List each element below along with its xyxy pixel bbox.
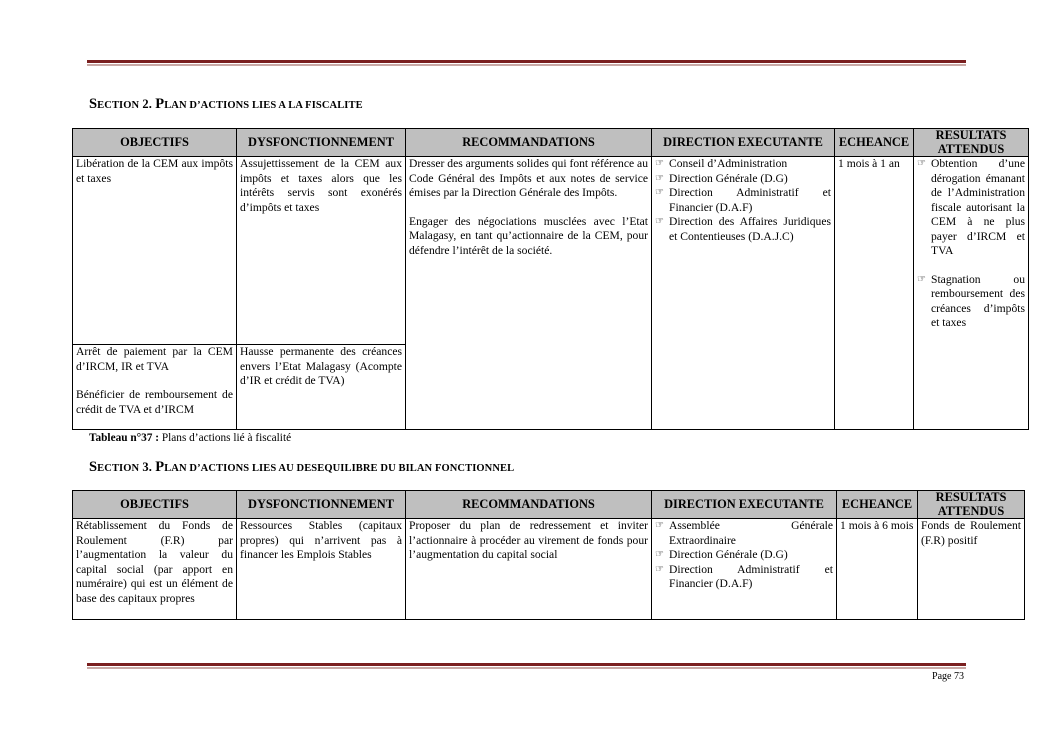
pointing-hand-icon: ☞ — [655, 549, 664, 560]
header-recommandations: RECOMMANDATIONS — [406, 491, 652, 519]
echeance-text: 1 mois à 1 an — [838, 157, 900, 170]
header-rule — [87, 60, 966, 66]
title-rest: LAN D’ACTIONS LIES AU DESEQUILIBRE DU BILAN FONCTIONNEL — [164, 463, 515, 474]
direction-item — [655, 519, 833, 548]
direction-text: Conseil d’Administration — [669, 157, 788, 170]
dysfonctionnement-text: Ressources Stables (capitaux propres) qui n’arrivent pas à financer les Emplois Stables — [240, 519, 402, 561]
title-word: ECTION — [97, 100, 140, 111]
echeance-text: 1 mois à 6 mois — [840, 519, 914, 532]
dysfonctionnement-cell — [237, 519, 406, 620]
objectif-cell — [73, 519, 237, 620]
resultats-list — [917, 157, 1025, 331]
direction-item — [655, 172, 831, 187]
direction-text: Direction Administratif et Financier (D.A.F) — [669, 562, 833, 590]
recommandation-text: Dresser des arguments solides qui font référence au Code Général des Impôts et aux notes de service émises par la Direction Générale des Impôts. — [409, 157, 648, 199]
recommandation-text: Engager des négociations musclées avec l’Etat Malagasy, en tant qu’actionnaire de la CEM, pour défendre l’intérêt de la société. — [409, 214, 648, 257]
echeance-cell — [837, 519, 918, 620]
dysfonctionnement-text: Hausse permanente des créances envers l’Etat Malagasy (Acompte d’IR et crédit de TVA) — [240, 345, 402, 387]
pointing-hand-icon: ☞ — [917, 273, 926, 285]
recommandations-cell — [406, 519, 652, 620]
resultat-text: Obtention d’une dérogation émanant de l’Administration fiscale autorisant la CEM à ne plus payer d’IRCM et TVA — [931, 157, 1025, 257]
objectif-text: Rétablissement du Fonds de Roulement (F.R) par l’augmentation la valeur du capital social (par apport en numéraire) qui est un élément de base des capitaux propres — [76, 519, 233, 605]
title-initial: S — [89, 459, 98, 475]
title-initial: S — [89, 96, 98, 112]
direction-text: Direction Générale (D.G) — [669, 171, 788, 185]
title-initial: P — [155, 459, 165, 475]
title-word: ECTION — [97, 463, 140, 474]
objectif-text: Arrêt de paiement par la CEM d’IRCM, IR et TVA — [76, 345, 233, 373]
pointing-hand-icon: ☞ — [655, 563, 664, 575]
title-number: 2. — [139, 97, 156, 111]
section-3-title — [89, 459, 514, 476]
section-2-title — [89, 96, 363, 113]
caption-text: Plans d’actions lié à fiscalité — [159, 432, 292, 444]
title-initial: P — [155, 96, 165, 112]
table-row — [73, 157, 1029, 345]
dysfonctionnement-cell — [237, 345, 406, 430]
objectif-text: Bénéficier de remboursement de crédit de TVA et d’IRCM — [76, 388, 233, 416]
title-number: 3. — [139, 460, 156, 474]
header-dysfonctionnement: DYSFONCTIONNEMENT — [237, 129, 406, 157]
direction-cell — [652, 519, 837, 620]
pointing-hand-icon: ☞ — [655, 520, 664, 531]
direction-item — [655, 563, 833, 592]
pointing-hand-icon: ☞ — [917, 158, 926, 169]
resultat-text: Stagnation ou remboursement des créances d’impôts et taxes — [931, 272, 1025, 329]
header-direction: DIRECTION EXECUTANTE — [652, 129, 835, 157]
resultat-item — [917, 273, 1025, 331]
dysfonctionnement-cell — [237, 157, 406, 345]
pointing-hand-icon: ☞ — [655, 216, 664, 227]
table-fiscalite — [72, 128, 1029, 430]
direction-list — [655, 519, 833, 592]
pointing-hand-icon: ☞ — [655, 187, 664, 198]
header-resultats: RESULTATS ATTENDUS — [918, 491, 1025, 519]
direction-item — [655, 548, 833, 563]
table-caption — [89, 432, 291, 444]
direction-text: Direction Administratif et Financier (D.A.F) — [669, 186, 831, 214]
recommandation-text: Proposer du plan de redressement et inviter l’actionnaire à procéder au virement de fonds pour l’augmentation du capital social — [409, 519, 648, 561]
direction-text: Direction des Affaires Juridiques et Contentieuses (D.A.J.C) — [669, 215, 831, 243]
header-recommandations: RECOMMANDATIONS — [406, 129, 652, 157]
direction-item — [655, 215, 831, 244]
pointing-hand-icon: ☞ — [655, 158, 664, 169]
pointing-hand-icon: ☞ — [655, 172, 664, 184]
footer-rule — [87, 663, 966, 669]
objectif-text: Libération de la CEM aux impôts et taxes — [76, 157, 233, 185]
header-direction: DIRECTION EXECUTANTE — [652, 491, 837, 519]
recommandations-cell — [406, 157, 652, 430]
header-resultats: RESULTATS ATTENDUS — [914, 129, 1029, 157]
table-header-row — [73, 129, 1029, 157]
resultat-item — [917, 157, 1025, 259]
resultats-cell — [914, 157, 1029, 430]
table-row — [73, 519, 1025, 620]
direction-list — [655, 157, 831, 244]
echeance-cell — [835, 157, 914, 430]
resultats-cell — [918, 519, 1025, 620]
objectif-cell — [73, 157, 237, 345]
table-bilan-fonctionnel — [72, 490, 1025, 620]
page-number: Page 73 — [932, 671, 964, 682]
direction-text: Direction Générale (D.G) — [669, 548, 788, 561]
header-dysfonctionnement: DYSFONCTIONNEMENT — [237, 491, 406, 519]
objectif-cell — [73, 345, 237, 430]
header-echeance: ECHEANCE — [835, 129, 914, 157]
direction-cell — [652, 157, 835, 430]
direction-item — [655, 186, 831, 215]
dysfonctionnement-text: Assujettissement de la CEM aux impôts et taxes alors que les intérêts servis sont exonérés d’impôts et taxes — [240, 157, 402, 214]
caption-label: Tableau n°37 : — [89, 432, 160, 444]
table-header-row — [73, 491, 1025, 519]
resultat-text: Fonds de Roulement (F.R) positif — [921, 519, 1021, 547]
header-objectifs: OBJECTIFS — [73, 129, 237, 157]
direction-text: Assemblée Générale Extraordinaire — [669, 519, 833, 547]
direction-item — [655, 157, 831, 172]
header-echeance: ECHEANCE — [837, 491, 918, 519]
title-rest: LAN D’ACTIONS LIES A LA FISCALITE — [164, 100, 363, 111]
header-objectifs: OBJECTIFS — [73, 491, 237, 519]
